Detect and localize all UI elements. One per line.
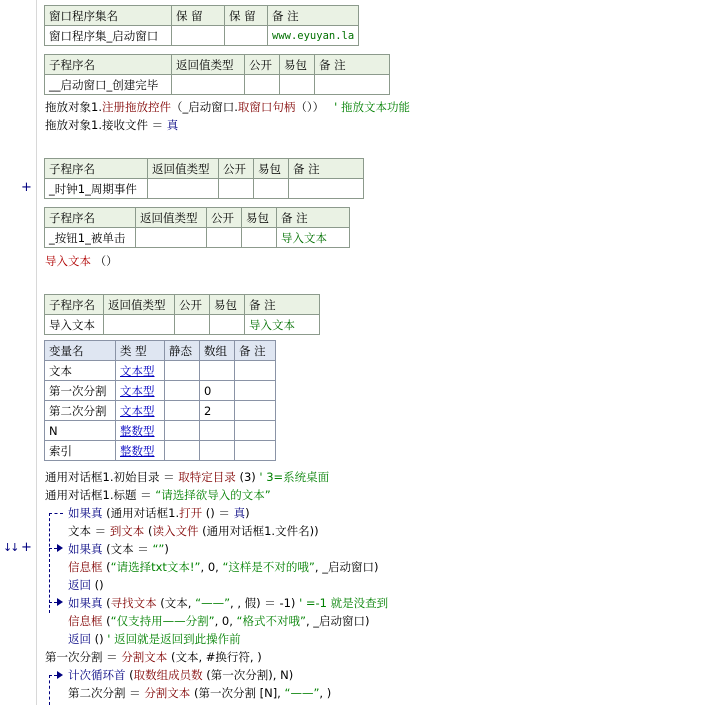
code-text: 通用对话框1.标题 ＝	[45, 488, 156, 502]
subroutine-table-button	[44, 207, 350, 248]
code-text: (	[144, 524, 153, 538]
var-name-cell[interactable]: N	[45, 421, 116, 441]
code-keyword: 返回	[68, 578, 91, 592]
table-header-row	[45, 295, 320, 315]
code-line[interactable]	[68, 666, 293, 684]
code-func: 分割文本	[121, 650, 168, 664]
remark-cell[interactable]: www.eyuyan.la	[268, 26, 359, 46]
code-text: 第一次分割 ＝	[45, 650, 122, 664]
cell[interactable]	[254, 179, 289, 199]
var-name-cell[interactable]: 第二次分割	[45, 401, 116, 421]
code-text: )	[164, 542, 169, 556]
table-row[interactable]	[45, 228, 350, 248]
code-text: (	[102, 560, 111, 574]
code-func: 信息框	[68, 614, 103, 628]
var-type-cell[interactable]: 文本型	[116, 381, 165, 401]
fold-arrow-icon	[57, 671, 63, 679]
code-line[interactable]	[68, 558, 378, 576]
cell[interactable]	[104, 315, 175, 335]
table-header-row	[45, 6, 359, 26]
cell[interactable]	[136, 228, 207, 248]
code-text: , 0,	[200, 560, 223, 574]
header-cell: 保 留	[225, 6, 268, 26]
code-line[interactable]	[45, 98, 410, 116]
header-cell: 公开	[207, 208, 242, 228]
code-comment: ' 返回就是返回到此操作前	[107, 632, 241, 646]
header-cell: 备 注	[277, 208, 350, 228]
var-type-cell[interactable]: 文本型	[116, 361, 165, 381]
cell[interactable]	[165, 401, 200, 421]
cell[interactable]	[165, 441, 200, 461]
code-string: “格式不对哦”	[236, 614, 306, 628]
code-func: 信息框	[68, 560, 103, 574]
code-text: (第一次分割), N)	[202, 668, 294, 682]
fold-guide	[49, 513, 63, 514]
table-row[interactable]	[45, 421, 276, 441]
header-cell: 变量名	[45, 341, 116, 361]
sub-name-cell[interactable]: _时钟1_周期事件	[45, 179, 148, 199]
code-string: “——”	[195, 596, 231, 610]
table-row[interactable]	[45, 26, 359, 46]
cell[interactable]: 2	[200, 401, 235, 421]
header-cell: 备 注	[289, 159, 364, 179]
header-cell: 易包	[210, 295, 245, 315]
code-func: 注册拖放控件	[101, 100, 171, 114]
cell[interactable]	[165, 361, 200, 381]
code-line[interactable]	[45, 486, 271, 504]
code-keyword: 返回	[68, 632, 91, 646]
cell[interactable]	[200, 421, 235, 441]
code-text: (文本,	[156, 596, 196, 610]
code-text: (	[102, 614, 111, 628]
code-func: 到文本	[109, 524, 145, 538]
code-line[interactable]	[45, 252, 118, 270]
var-name-cell[interactable]: 第一次分割	[45, 381, 116, 401]
header-cell: 返回值类型	[104, 295, 175, 315]
remark-cell[interactable]: 导入文本	[277, 228, 350, 248]
code-keyword: 如果真	[68, 596, 103, 610]
code-func: 取特定目录	[178, 470, 236, 484]
table-header-row	[45, 159, 364, 179]
code-text: (文本, #换行符, )	[167, 650, 262, 664]
table-header-row	[45, 341, 276, 361]
header-cell: 静态	[165, 341, 200, 361]
code-string: “请选择txt文本!”	[110, 560, 201, 574]
code-text: )	[245, 506, 250, 520]
code-string: “这样是不对的哦”	[222, 560, 315, 574]
table-row[interactable]	[45, 401, 276, 421]
cell[interactable]	[235, 361, 276, 381]
cell[interactable]	[235, 421, 276, 441]
cell[interactable]	[165, 381, 200, 401]
table-header-row	[45, 55, 390, 75]
header-cell: 易包	[242, 208, 277, 228]
cell[interactable]	[200, 441, 235, 461]
code-string: “——”	[284, 686, 320, 700]
assembly-name-cell[interactable]: 窗口程序集_启动窗口	[45, 26, 172, 46]
code-text: (3)	[235, 470, 260, 484]
code-keyword: 计次循环首	[68, 668, 126, 682]
header-cell: 窗口程序集名	[45, 6, 172, 26]
header-cell: 返回值类型	[148, 159, 219, 179]
cell[interactable]	[280, 75, 315, 95]
code-text: , , 假) ＝ -1)	[230, 596, 300, 610]
code-text: , _启动窗口)	[305, 614, 370, 628]
code-comment: ' =-1 就是没查到	[299, 596, 389, 610]
header-cell: 易包	[254, 159, 289, 179]
fold-guide	[49, 602, 57, 603]
var-type-cell[interactable]: 文本型	[116, 401, 165, 421]
code-text: ()	[91, 578, 104, 592]
cell[interactable]: 0	[200, 381, 235, 401]
fold-guide	[49, 548, 57, 549]
code-func: 取数组成员数	[133, 668, 203, 682]
header-cell: 公开	[245, 55, 280, 75]
code-text: 通用对话框1.初始目录 ＝	[45, 470, 179, 484]
code-line[interactable]	[68, 594, 388, 612]
cell[interactable]	[315, 75, 390, 95]
cell[interactable]	[219, 179, 254, 199]
code-line[interactable]	[45, 116, 178, 134]
code-line[interactable]	[68, 612, 370, 630]
header-cell: 子程序名	[45, 55, 172, 75]
fold-guide	[49, 675, 57, 676]
code-string: “请选择欲导入的文本”	[155, 488, 271, 502]
cell[interactable]	[210, 315, 245, 335]
cell[interactable]	[148, 179, 219, 199]
header-cell: 公开	[175, 295, 210, 315]
code-comment: ' 3=系统桌面	[259, 470, 330, 484]
cell[interactable]	[242, 228, 277, 248]
code-func: 分割文本	[144, 686, 191, 700]
header-cell: 备 注	[235, 341, 276, 361]
code-text: , 0,	[214, 614, 237, 628]
expand-plus-icon[interactable]: +	[21, 180, 32, 195]
code-comment: ' 拖放文本功能	[334, 100, 410, 114]
table-header-row	[45, 208, 350, 228]
code-line[interactable]	[68, 630, 241, 648]
sub-name-cell[interactable]: __启动窗口_创建完毕	[45, 75, 172, 95]
header-cell: 子程序名	[45, 159, 148, 179]
header-cell: 返回值类型	[136, 208, 207, 228]
code-text: , _启动窗口)	[314, 560, 379, 574]
code-string: “”	[152, 542, 165, 556]
code-text: ()	[91, 632, 108, 646]
cell[interactable]	[245, 75, 280, 95]
code-func: 导入文本	[45, 254, 91, 268]
code-line[interactable]	[45, 648, 262, 666]
variables-table	[44, 340, 276, 461]
code-text: (	[125, 668, 134, 682]
cell[interactable]	[235, 441, 276, 461]
assembly-table	[44, 5, 359, 46]
header-cell: 备 注	[315, 55, 390, 75]
code-line[interactable]	[68, 540, 169, 558]
code-text: 拖放对象1.	[45, 100, 102, 114]
header-cell: 公开	[219, 159, 254, 179]
code-line[interactable]	[68, 504, 250, 522]
table-row[interactable]	[45, 75, 390, 95]
code-text: (文本 ＝	[102, 542, 153, 556]
code-text: （）	[91, 254, 118, 268]
cell[interactable]	[235, 381, 276, 401]
cell[interactable]	[200, 361, 235, 381]
code-keyword: 真	[166, 118, 179, 132]
header-cell: 子程序名	[45, 295, 104, 315]
subroutine-table-timer	[44, 158, 364, 199]
table-row[interactable]	[45, 179, 364, 199]
code-line[interactable]	[68, 684, 331, 702]
cell[interactable]	[165, 421, 200, 441]
code-text: 拖放对象1.接收文件 ＝	[45, 118, 167, 132]
code-text: (	[102, 596, 111, 610]
code-text: （））	[295, 100, 325, 114]
var-name-cell[interactable]: 文本	[45, 361, 116, 381]
header-cell: 数组	[200, 341, 235, 361]
table-row[interactable]	[45, 441, 276, 461]
reserved-cell[interactable]	[172, 26, 225, 46]
var-name-cell[interactable]: 索引	[45, 441, 116, 461]
var-type-cell[interactable]: 整数型	[116, 421, 165, 441]
fold-guide	[49, 675, 50, 705]
code-text: () ＝	[202, 506, 234, 520]
cell[interactable]	[175, 315, 210, 335]
code-text: 第二次分割 ＝	[68, 686, 145, 700]
subroutine-table-import	[44, 294, 320, 335]
code-text: (通用对话框1.文件名))	[198, 524, 319, 538]
var-type-cell[interactable]: 整数型	[116, 441, 165, 461]
header-cell: 返回值类型	[172, 55, 245, 75]
header-cell: 备 注	[245, 295, 320, 315]
reserved-cell[interactable]	[225, 26, 268, 46]
cell[interactable]	[172, 75, 245, 95]
table-row[interactable]	[45, 361, 276, 381]
code-text: (第一次分割 [N],	[190, 686, 285, 700]
code-string: “仅支持用——分割”	[110, 614, 215, 628]
line-number-gutter	[0, 0, 37, 705]
cell[interactable]	[207, 228, 242, 248]
subroutine-table-create	[44, 54, 390, 95]
fold-arrow-icon	[57, 544, 63, 552]
header-cell: 类 型	[116, 341, 165, 361]
header-cell: 易包	[280, 55, 315, 75]
table-row[interactable]	[45, 315, 320, 335]
code-func: 取窗口句柄	[237, 100, 296, 114]
code-func: 读入文件	[152, 524, 199, 538]
cell[interactable]	[235, 401, 276, 421]
code-func: 打开	[179, 506, 203, 520]
code-keyword: 如果真	[68, 542, 103, 556]
code-keyword: 如果真	[68, 506, 103, 520]
code-func: 寻找文本	[110, 596, 157, 610]
table-row[interactable]	[45, 381, 276, 401]
code-line[interactable]	[45, 468, 329, 486]
header-cell: 备 注	[268, 6, 359, 26]
expand-plus-icon-2[interactable]: +	[21, 540, 32, 555]
cell[interactable]	[289, 179, 364, 199]
sub-name-cell[interactable]: 导入文本	[45, 315, 104, 335]
remark-cell[interactable]: 导入文本	[245, 315, 320, 335]
fold-guide	[49, 513, 50, 613]
header-cell: 子程序名	[45, 208, 136, 228]
code-keyword: 真	[233, 506, 246, 520]
fold-arrow-icon	[57, 598, 63, 606]
code-line[interactable]	[68, 576, 104, 594]
code-text: (通用对话框1.	[102, 506, 180, 520]
code-text: 文本 ＝	[68, 524, 110, 538]
code-text: , )	[319, 686, 332, 700]
header-cell: 保 留	[172, 6, 225, 26]
double-arrow-icon[interactable]: ↓↓	[3, 541, 18, 554]
code-text: （_启动窗口.	[170, 100, 238, 114]
sub-name-cell[interactable]: _按钮1_被单击	[45, 228, 136, 248]
code-line[interactable]	[68, 522, 319, 540]
